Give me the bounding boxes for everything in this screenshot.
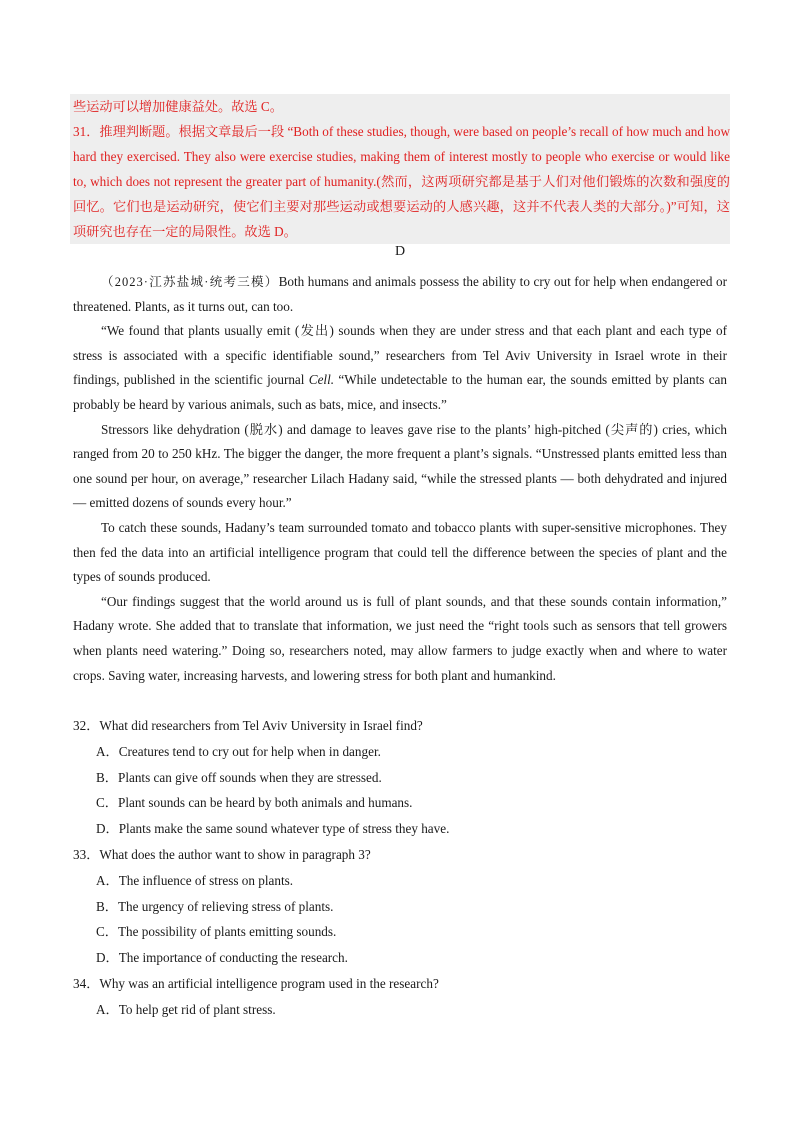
answer-analysis-block [70,94,730,244]
question-34-option-a: A．To help get rid of plant stress. [96,1001,276,1017]
question-33-stem: 33．What does the author want to show in paragraph 3? [73,846,371,862]
passage-paragraph-3: Stressors like dehydration (脱水) and damage to leaves gave rise to the plants’ high-pitched (尖声的) cries, which ranged from 20 to 250 kHz. The bigger the danger, the more frequent a plant’s signals. “Unstressed plants emitted less than one sound per hour, on average,” researcher Lilach Hadany said, “while the stressed plants — both dehydrated and injured — emitted dozens of sounds every hour.” [73,421,727,511]
question-33-option-c: C．The possibility of plants emitting sounds. [96,924,337,940]
passage-paragraph-5: “Our findings suggest that the world around us is full of plant sounds, and that these sounds contain information,” Hadany wrote. She added that to translate that information, we just need the “right tools such as sensors that tell growers when plants need watering.” Doing so, researchers noted, may allow farmers to judge exactly when and where to water crops. Saving water, increasing harvests, and lowering stress for both plant and humankind. [73,593,727,683]
analysis-line-prev: 些运动可以增加健康益处。故选 C。 [73,99,283,114]
question-33-option-a: A．The influence of stress on plants. [96,872,294,888]
passage-paragraph-4: To catch these sounds, Hadany’s team surrounded tomato and tobacco plants with super-sensitive microphones. They then fed the data into an artificial intelligence program that could tell the difference between the species of plant and the types of sounds produced. [73,519,727,585]
question-32-option-c: C．Plant sounds can be heard by both animals and humans. [96,795,413,811]
passage-paragraph-2 [73,319,727,417]
question-33-option-b: B．The urgency of relieving stress of plants. [96,898,334,914]
section-heading: D [394,244,406,259]
passage-p1-text: Both humans and animals possess the ability to cry out for help when endangered or threatened. Plants, as it turns out, can too. [73,274,727,314]
reading-passage [73,270,727,688]
question-33-option-d: D．The importance of conducting the research. [96,950,348,966]
passage-p2-text-a: “We found that plants usually emit (发出) sounds when they are under stress and that each plant and each type of stress is associated with a specific identifiable sound,” researchers from Tel Aviv University in Israel wrote in their findings, published in the scientific journal [73,323,727,388]
question-32-option-b: B．Plants can give off sounds when they are stressed. [96,769,382,785]
passage-source: （2023·江苏盐城·统考三模） [101,275,279,289]
question-32-stem: 32．What did researchers from Tel Aviv University in Israel find? [73,718,423,733]
question-34-stem: 34．Why was an artificial intelligence program used in the research? [73,975,439,991]
journal-name: Cell. [308,372,335,388]
analysis-q31: 31．推理判断题。根据文章最后一段 “Both of these studies, though, were based on people’s recall of how much and how hard they exercised. They also were exercise studies, making them of interest mostly to people who exercise or would like to, which does not represent the greater part of humanity.(然而，这两项研究都是基于人们对他们锻炼的次数和强度的回忆。它们也是运动研究，使它们主要对那些运动或想要运动的人感兴趣，这并不代表人类的大部分。)”可知，这项研究也存在一定的局限性。故选 D。 [73,124,730,239]
passage-p2-text-b: “While undetectable to the human ear, the sounds emitted by plants can probably be heard by various animals, such as bats, mice, and insects.” [73,372,727,412]
passage-paragraph-1 [73,270,727,319]
question-list [73,713,727,1023]
question-32-option-d: D．Plants make the same sound whatever type of stress they have. [96,821,450,837]
question-32-option-a: A．Creatures tend to cry out for help when in danger. [96,743,381,759]
